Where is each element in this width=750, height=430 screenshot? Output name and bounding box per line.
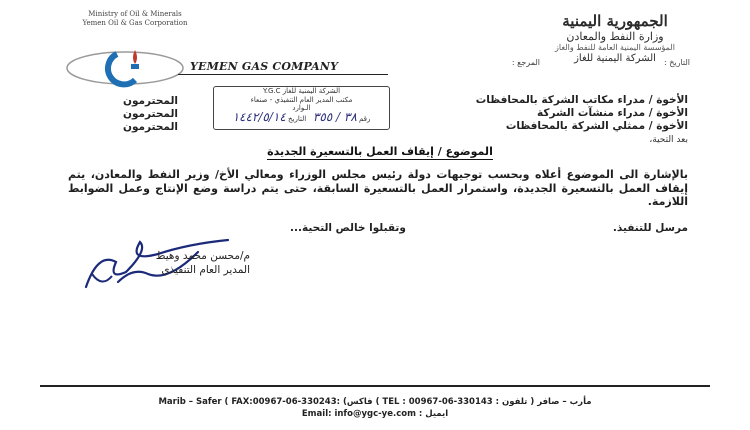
addressee-line: الأخوة / ممثلي الشركة بالمحافظات: [505, 120, 688, 132]
action-note: مرسل للتنفيذ.: [612, 222, 688, 234]
footer-divider: [40, 385, 710, 387]
republic-name-arabic: الجمهورية اليمنية: [562, 12, 668, 30]
stamp-office-line: مكتب المدير العام التنفيذي - صنعاء: [250, 95, 353, 104]
header-divider: [178, 74, 388, 75]
letter-body: بالإشارة الى الموضوع أعلاه وبحسب توجيهات دولة رئيس مجلس الوزراء ومعالي الأخ/ وزير النفط والمعادن، يتم إيقاف العمل بالتسعيرة الجديدة، واستمرار العمل بالتسعيرة السابقة، حتى يتم دراسة وضع الإنتاج وعمل الضوابط اللازمة.: [68, 168, 688, 208]
honorific: المحترمون: [122, 121, 178, 133]
letter-subject: [230, 145, 530, 158]
received-stamp: [213, 86, 390, 130]
company-logo-icon: [65, 42, 185, 88]
company-name-english: YEMEN GAS COMPANY: [190, 60, 339, 73]
signatory-name: م/محسن محمد وهيط: [155, 250, 250, 262]
honorific: المحترمون: [122, 108, 178, 120]
handwritten-signature: [78, 232, 258, 294]
stamp-number-row: [214, 109, 389, 124]
addressees-block: [368, 94, 688, 133]
corporation-name-arabic: المؤسسة اليمنية العامة للنفط والغاز: [555, 43, 675, 52]
signatory-title: المدير العام التنفيذي: [161, 264, 250, 276]
footer-email: Email: info@ygc-ye.com : ايميل: [301, 409, 449, 419]
stamp-number-value: ٣٨ / ٣٥٥: [312, 109, 357, 124]
stamp-number-label: رقم: [359, 114, 371, 123]
honorific: المحترمون: [122, 95, 178, 107]
ministry-name-arabic: وزارة النفط والمعادن: [566, 30, 664, 43]
corporation-name-english: Yemen Oil & Gas Corporation: [82, 19, 188, 27]
addressee-line: الأخوة / مدراء مكاتب الشركة بالمحافظات: [475, 94, 688, 106]
stamp-date-value: ١٤٤٢/٥/١٤: [232, 109, 286, 124]
reference-label: المرجع :: [511, 58, 540, 67]
stamp-incoming-line: الـوارد: [292, 104, 311, 112]
honorifics-column: [96, 95, 178, 134]
footer-contact: Marib – Safer ( FAX:00967-06-330243: (فاكس ( TEL : 00967-06-330143 : تلفون ) مأرب – صافر: [158, 397, 592, 407]
addressee-line: الأخوة / مدراء منشآت الشركة: [537, 107, 688, 119]
stamp-company-line: الشركة اليمنية للغاز Y.G.C: [262, 87, 341, 95]
greeting: بعد التحية،: [649, 135, 688, 145]
company-name-arabic: الشركة اليمنية للغاز: [574, 53, 656, 64]
stamp-date-label: التاريخ: [288, 114, 307, 123]
ministry-header-english: [60, 10, 210, 28]
ministry-name-english: Ministry of Oil & Minerals: [88, 10, 182, 18]
subject-text: الموضوع / إيقاف العمل بالتسعيرة الجديدة: [267, 145, 493, 158]
date-label: التاريخ :: [663, 58, 690, 67]
closing-line: وتقبلوا خالص التحية...: [290, 222, 406, 234]
